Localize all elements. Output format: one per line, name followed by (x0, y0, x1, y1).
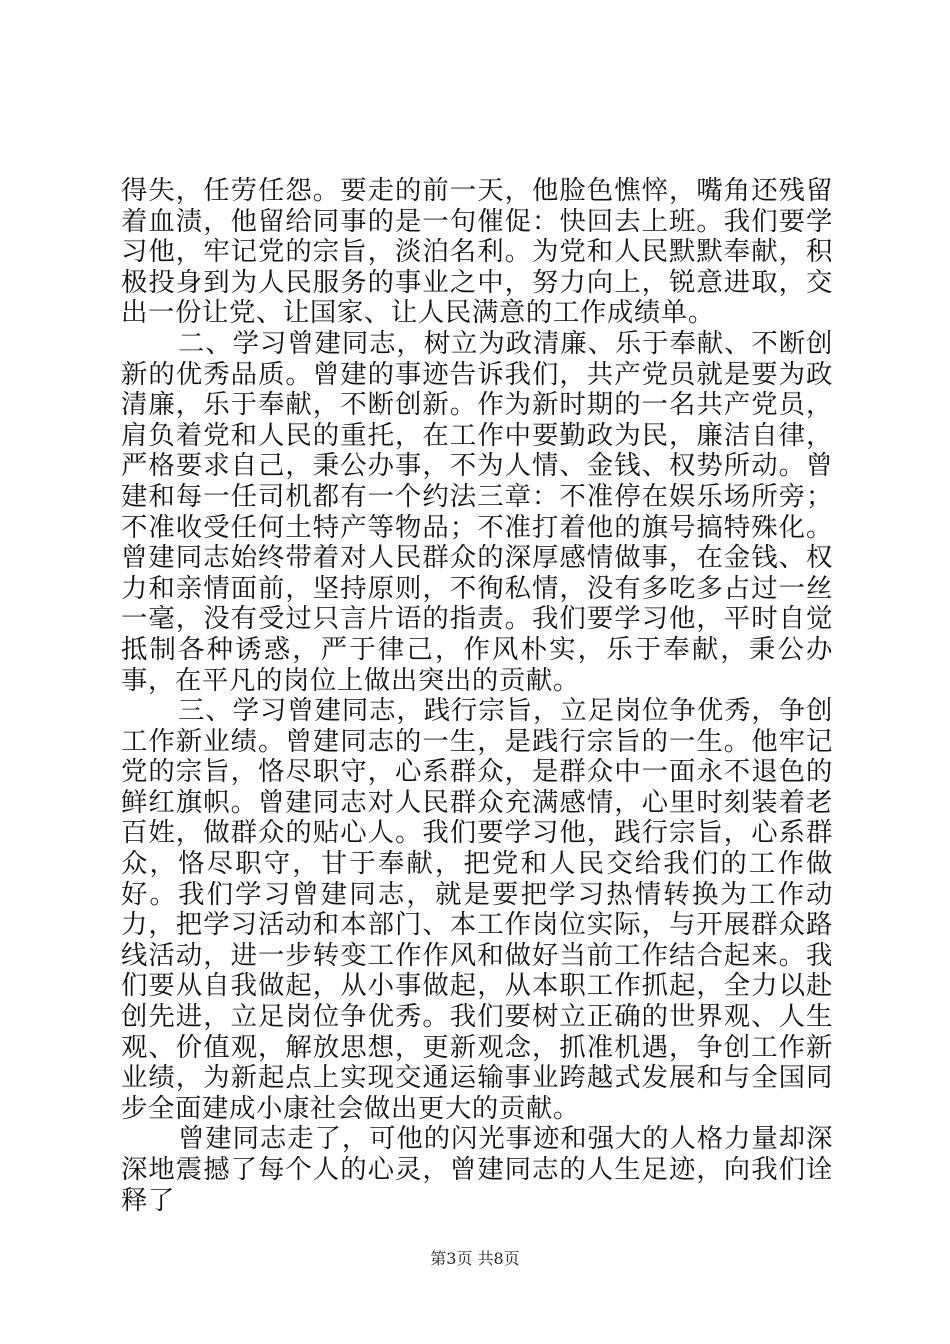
paragraph-closing: 曾建同志走了，可他的闪光事迹和强大的人格力量却深深地震撼了每个人的心灵，曾建同志的人生足迹，向我们诠释了 (121, 1123, 833, 1216)
page-number-footer: 第3页 共8页 (430, 1249, 520, 1268)
document-body (121, 176, 833, 1216)
paragraph-section-three: 三、学习曾建同志，践行宗旨，立足岗位争优秀，争创工作新业绩。曾建同志的一生，是践行宗旨的一生。他牢记党的宗旨，恪尽职守，心系群众，是群众中一面永不退色的鲜红旗帜。曾建同志对人民群众充满感情，心里时刻装着老百姓，做群众的贴心人。我们要学习他，践行宗旨，心系群众，恪尽职守，甘于奉献，把党和人民交给我们的工作做好。我们学习曾建同志，就是要把学习热情转换为工作动力，把学习活动和本部门、本工作岗位实际，与开展群众路线活动，进一步转变工作作风和做好当前工作结合起来。我们要从自我做起，从小事做起，从本职工作抓起，全力以赴创先进，立足岗位争优秀。我们要树立正确的世界观、人生观、价值观，解放思想，更新观念，抓准机遇，争创工作新业绩，为新起点上实现交通运输事业跨越式发展和与全国同步全面建成小康社会做出更大的贡献。 (121, 695, 833, 1124)
paragraph-continuation: 得失，任劳任怨。要走的前一天，他脸色憔悴，嘴角还残留着血渍，他留给同事的是一句催促：快回去上班。我们要学习他，牢记党的宗旨，淡泊名利。为党和人民默默奉献，积极投身到为人民服务的事业之中，努力向上，锐意进取，交出一份让党、让国家、让人民满意的工作成绩单。 (121, 175, 833, 329)
paragraph-section-two: 二、学习曾建同志，树立为政清廉、乐于奉献、不断创新的优秀品质。曾建的事迹告诉我们，共产党员就是要为政清廉，乐于奉献，不断创新。作为新时期的一名共产党员，肩负着党和人民的重托，在工作中要勤政为民，廉洁自律，严格要求自己，秉公办事，不为人情、金钱、权势所动。曾建和每一任司机都有一个约法三章：不准停在娱乐场所旁；不准收受任何土特产等物品；不准打着他的旗号搞特殊化。曾建同志始终带着对人民群众的深厚感情做事，在金钱、权力和亲情面前，坚持原则，不徇私情，没有多吃多占过一丝一毫，没有受过只言片语的指责。我们要学习他，平时自觉抵制各种诱惑，严于律己，作风朴实，乐于奉献，秉公办事，在平凡的岗位上做出突出的贡献。 (121, 327, 833, 696)
